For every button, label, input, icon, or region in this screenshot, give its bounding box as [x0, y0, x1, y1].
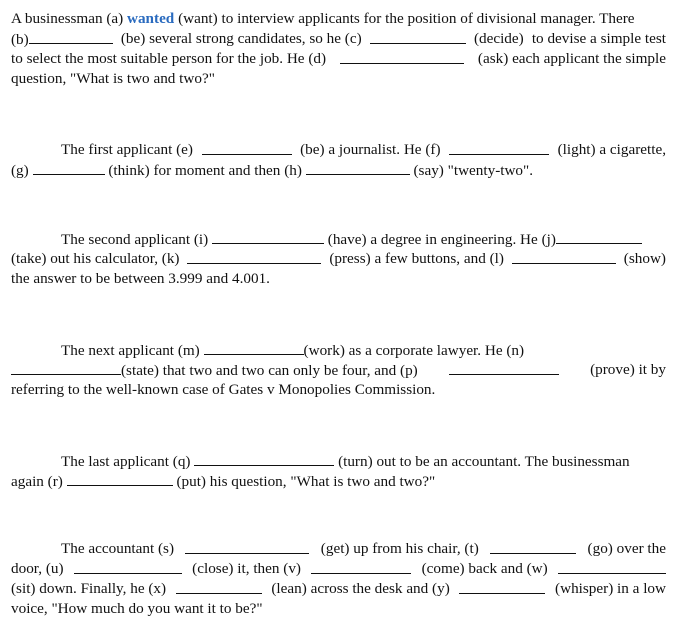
p4-line1-text: The next applicant (m) [61, 342, 200, 359]
p2-line2 [11, 160, 666, 180]
p5-line2-text: again (r) [11, 473, 63, 490]
blank-t[interactable] [490, 539, 576, 554]
p4-line2-text: (state) that two and two can only be four, and (p) [121, 362, 418, 379]
p5-line1 [61, 451, 666, 471]
answer-a: wanted [127, 10, 175, 27]
p6-line1 [61, 539, 666, 559]
label-g: (g) [11, 162, 29, 179]
blank-b[interactable] [29, 29, 113, 44]
p3-line3: the answer to be between 3.999 and 4.001. [11, 270, 270, 287]
p6-line3-mid: (lean) across the desk and (y) [271, 580, 450, 597]
blank-w[interactable] [558, 559, 666, 574]
p2-line2-tail: (say) "twenty-two". [413, 162, 534, 179]
p4-line2-tail: (prove) it by [590, 361, 666, 378]
p2-line2-mid: (think) for moment and then (h) [108, 162, 302, 179]
blank-n[interactable] [11, 360, 121, 375]
p6-line3-tail: (whisper) in a low [555, 580, 666, 597]
blank-v[interactable] [311, 559, 411, 574]
p6-line3 [11, 579, 666, 599]
blank-u[interactable] [74, 559, 182, 574]
p3-line1 [61, 229, 666, 249]
p4-line3: referring to the well-known case of Gates v Monopolies Commission. [11, 381, 436, 398]
blank-x[interactable] [176, 579, 262, 594]
blank-h[interactable] [306, 160, 410, 175]
blank-l[interactable] [512, 249, 616, 264]
p6-line2-text: door, (u) [11, 560, 64, 577]
p6-line2-mid: (close) it, then (v) [192, 560, 301, 577]
label-b: (b) [11, 31, 29, 48]
p4-line1 [61, 340, 666, 360]
p5-line1-text: The last applicant (q) [61, 453, 191, 470]
p1-line2 [11, 29, 666, 49]
blank-c[interactable] [370, 29, 466, 44]
blank-e[interactable] [202, 140, 292, 155]
p2-line1-mid: (be) a journalist. He (f) [300, 141, 441, 158]
p1-line2-tail: to devise a simple test [531, 30, 666, 47]
p1-line3-text: to select the most suitable person for the job. He (d) [11, 50, 327, 67]
blank-p[interactable] [449, 360, 559, 375]
p6-line2-mid2: (come) back and (w) [421, 560, 548, 577]
blank-r[interactable] [67, 471, 173, 486]
blank-f[interactable] [449, 140, 549, 155]
p2-line1-tail: (light) a cigarette, [557, 141, 666, 158]
p1-line3-tail: (ask) each applicant the simple [477, 50, 666, 67]
p3-line2-mid: (press) a few buttons, and (l) [329, 250, 504, 267]
p5-line2-tail: (put) his question, "What is two and two?" [176, 473, 436, 490]
p3-line1-text: The second applicant (i) [61, 231, 209, 248]
p1-line1-text-b: (want) to interview applicants for the position of divisional manager. There [178, 10, 635, 27]
p6-line4: voice, "How much do you want it to be?" [11, 600, 263, 617]
blank-y[interactable] [459, 579, 545, 594]
p6-line1-tail: (go) over the [587, 540, 666, 557]
p1-line1 [11, 9, 666, 29]
blank-m[interactable] [204, 340, 304, 355]
p6-line2 [11, 559, 666, 579]
p3-line1-mid: (have) a degree in engineering. He (j) [327, 231, 556, 248]
p6-line3-text: (sit) down. Finally, he (x) [11, 580, 167, 597]
p2-line1-text: The first applicant (e) [61, 141, 193, 158]
p2-line1 [61, 140, 666, 160]
p1-line3 [11, 49, 666, 69]
p1-line2-verb-c: (decide) [473, 30, 524, 47]
p3-line2-tail: (show) [623, 250, 666, 267]
p5-line2 [11, 471, 666, 491]
p5-line1-tail: (turn) out to be an accountant. The businessman [338, 453, 630, 470]
p1-line1-text-a: A businessman (a) [11, 10, 124, 27]
blank-i[interactable] [212, 229, 324, 244]
blank-d[interactable] [340, 49, 464, 64]
blank-j[interactable] [556, 229, 642, 244]
p3-line2 [11, 249, 666, 269]
blank-g[interactable] [33, 160, 105, 175]
blank-s[interactable] [185, 539, 309, 554]
p6-line1-text: The accountant (s) [61, 540, 175, 557]
blank-q[interactable] [194, 451, 334, 466]
p3-line2-text: (take) out his calculator, (k) [11, 250, 180, 267]
p1-line2-text: (be) several strong candidates, so he (c) [120, 30, 362, 47]
p4-line2 [11, 360, 666, 380]
p4-line1-tail: (work) as a corporate lawyer. He (n) [303, 342, 525, 359]
p1-line4: question, "What is two and two?" [11, 70, 215, 87]
blank-k[interactable] [187, 249, 321, 264]
p6-line1-mid: (get) up from his chair, (t) [320, 540, 479, 557]
